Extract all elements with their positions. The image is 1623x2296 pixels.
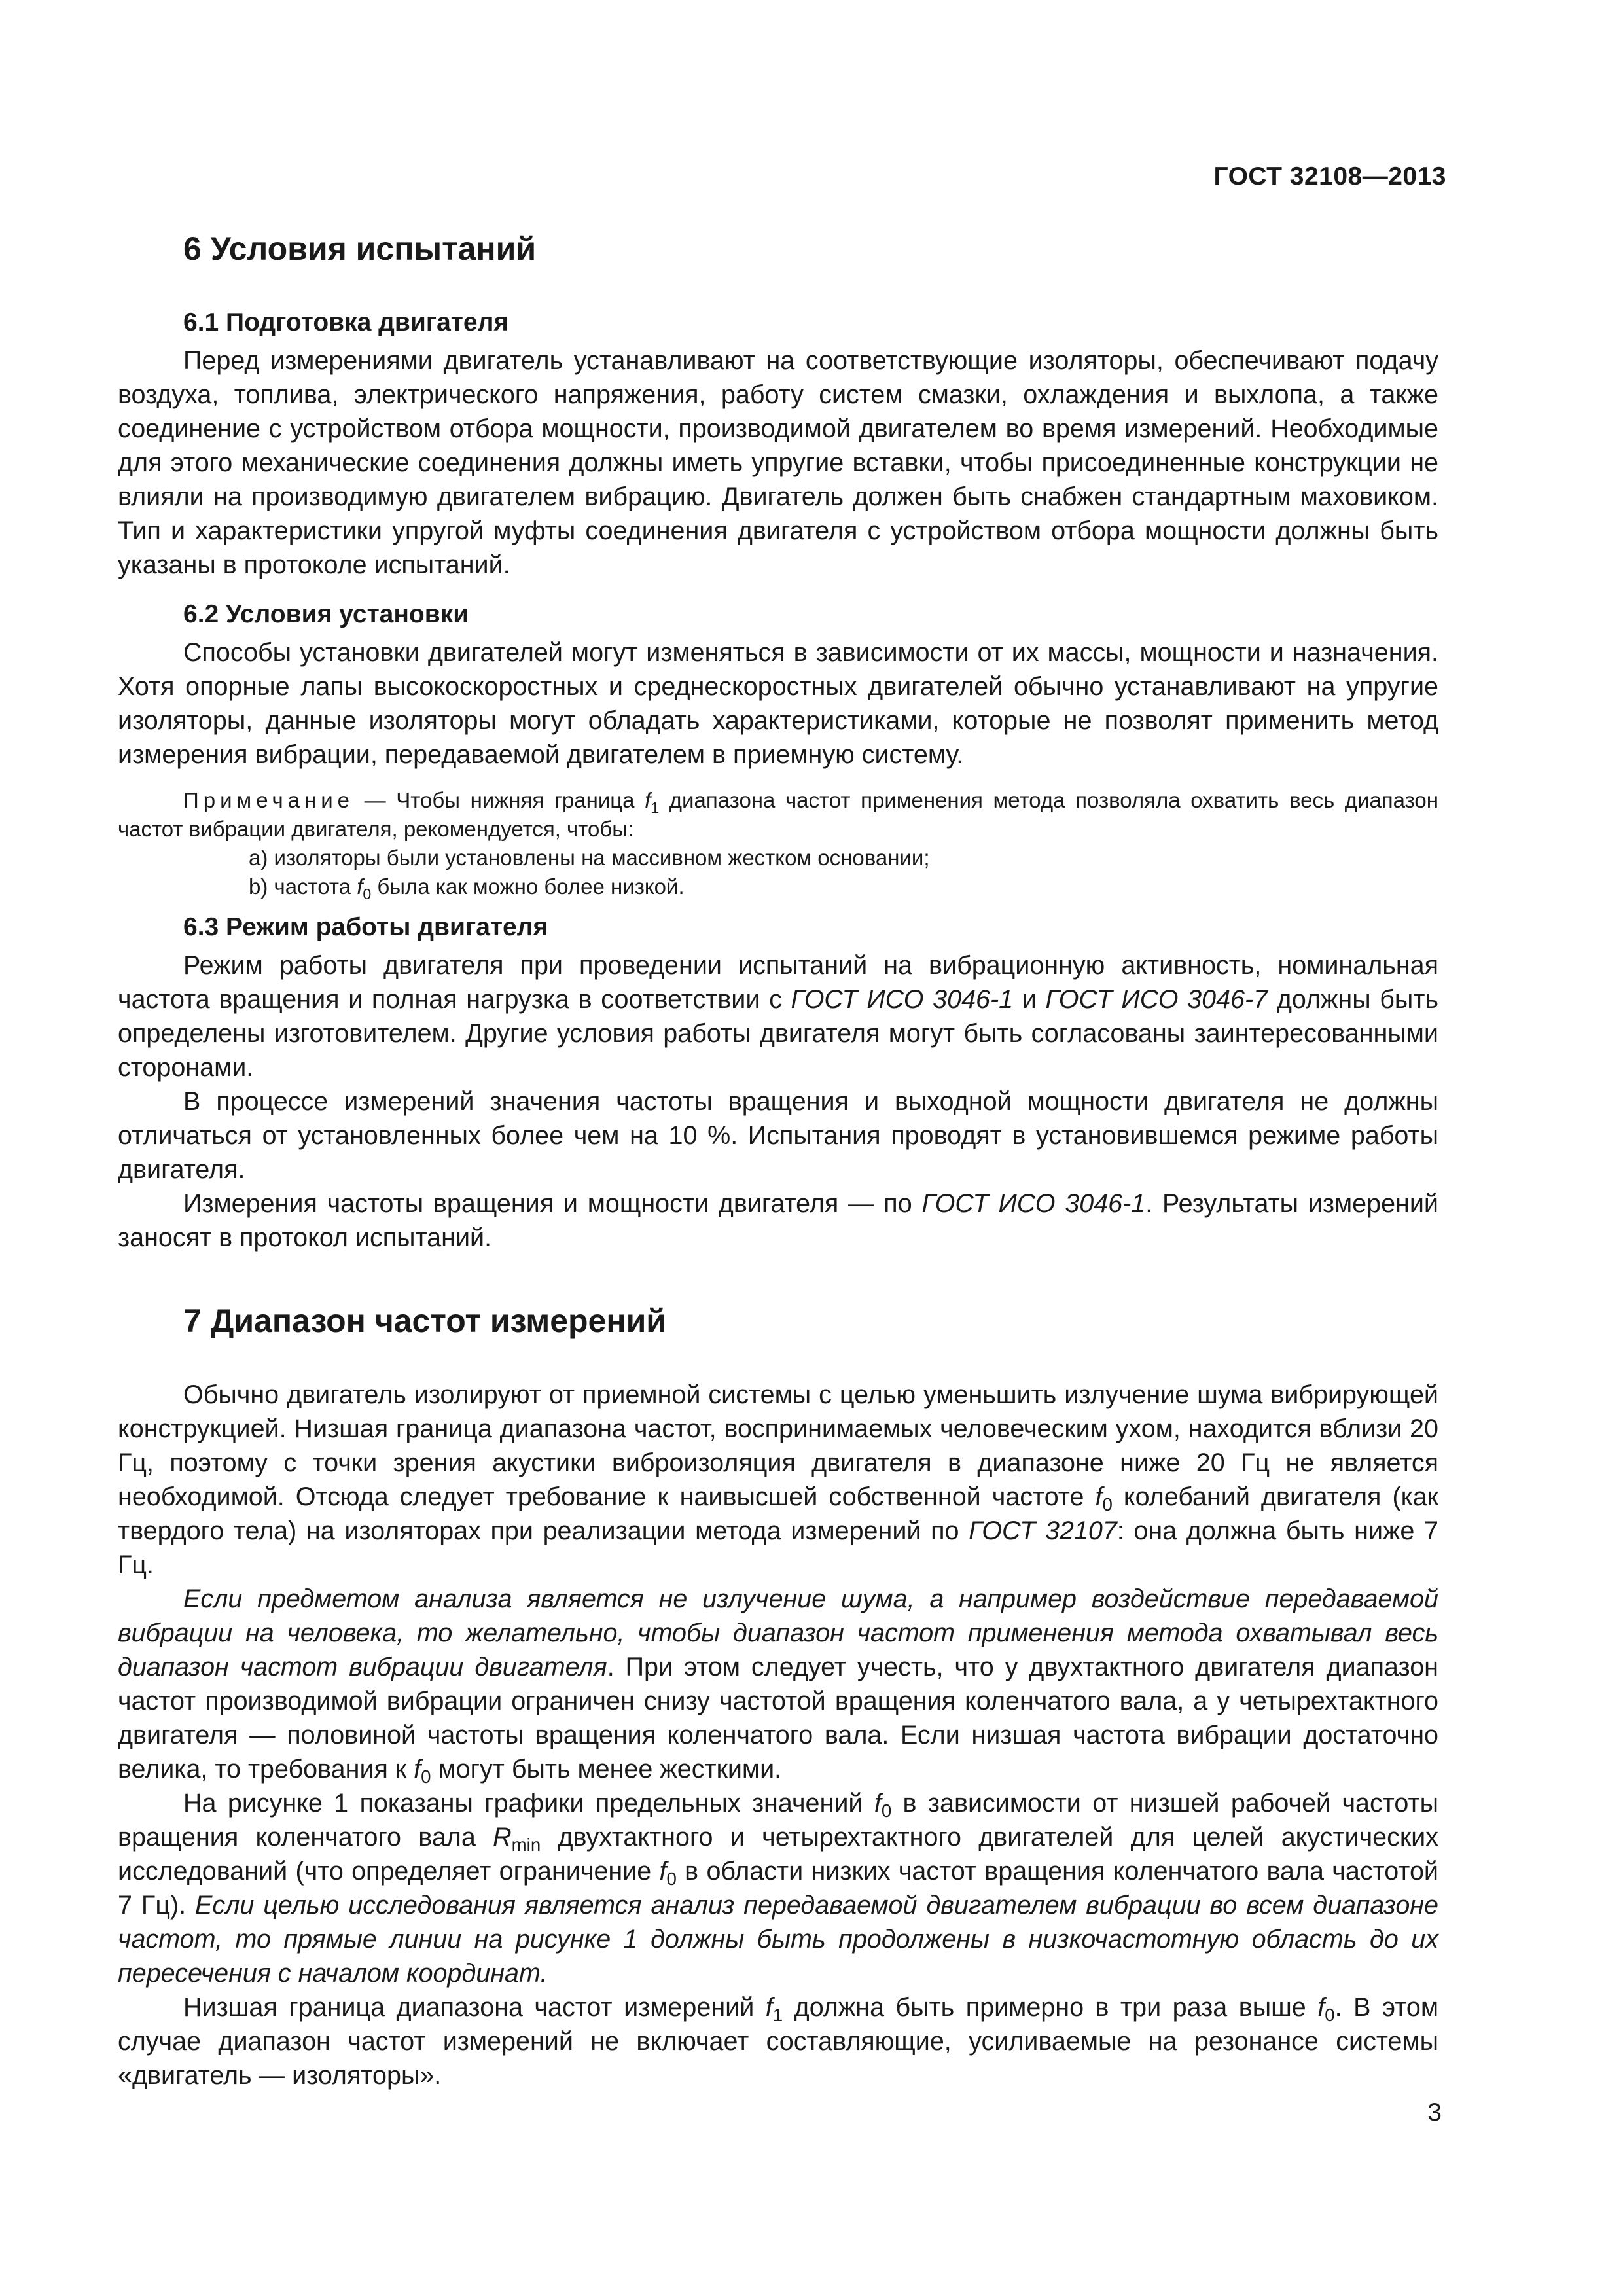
section-6-title: 6 Условия испытаний <box>183 230 537 267</box>
section-6-3-paragraph-1: Режим работы двигателя при проведении испытаний на вибрационную активность, номинальная частота вращения и полная нагрузка в соответствии с ГОСТ ИСО 3046-1 и ГОСТ ИСО 3046-7 должны быть определены изготовителем. Другие условия работы двигателя могут быть согласованы заинтересованными сторонами. <box>118 951 1438 1082</box>
reference-link: ГОСТ 32107 <box>969 1516 1117 1545</box>
reference-link: ГОСТ ИСО 3046-1 <box>921 1189 1146 1218</box>
section-6-2-title: 6.2 Условия установки <box>183 600 469 628</box>
section-6-1-paragraph: Перед измерениями двигатель устанавливают на соответствующие изоляторы, обеспечивают подачу воздуха, топлива, электрического напряжения, работу систем смазки, охлаждения и выхлопа, а также соединение с устройством отбора мощности, производимой двигателем во время измерений. Необходимые для этого механические соединения должны иметь упругие вставки, чтобы присоединенные конструкции не влияли на производимую двигателем вибрацию. Двигатель должен быть снабжен стандартным маховиком. Тип и характеристики упругой муфты соединения двигателя с устройством отбора мощности должны быть указаны в протоколе испытаний. <box>118 346 1438 579</box>
reference-link: ГОСТ ИСО 3046-7 <box>1045 985 1268 1014</box>
section-7-paragraph-4: Низшая граница диапазона частот измерений $f_1$ должна быть примерно в три раза выше $f_0$. В этом случае диапазон частот измерений не включает составляющие, усиливаемые на резонансе системы «двигатель — изоляторы». <box>118 1993 1438 2090</box>
section-6-2-note: Примечание — Чтобы нижняя граница $f_1$ диапазона частот применения метода позволяла охватить весь диапазон частот вибрации двигателя, рекомендуется, чтобы: <box>118 788 1438 841</box>
note-item-b: b) частота $f_0$ была как можно более низкой. <box>249 874 685 903</box>
page-content <box>118 226 1438 2092</box>
section-6-2-paragraph: Способы установки двигателей могут изменяться в зависимости от их массы, мощности и назначения. Хотя опорные лапы высокоскоростных и среднескоростных двигателей обычно устанавливают на упругие изоляторы, данные изоляторы могут обладать характеристиками, которые не позволят применить метод измерения вибрации, передаваемой двигателем в приемную систему. <box>118 638 1438 769</box>
section-6-1-title: 6.1 Подготовка двигателя <box>183 308 509 336</box>
section-6-3-title: 6.3 Режим работы двигателя <box>183 913 548 941</box>
section-6-3-paragraph-3: Измерения частоты вращения и мощности двигателя — по ГОСТ ИСО 3046-1. Результаты измерений заносят в протокол испытаний. <box>118 1189 1439 1252</box>
section-7-title: 7 Диапазон частот измерений <box>183 1302 667 1339</box>
page-number: 3 <box>1427 2098 1442 2126</box>
document-header: ГОСТ 32108—2013 <box>1213 162 1446 190</box>
reference-link: ГОСТ ИСО 3046-1 <box>791 985 1014 1014</box>
section-7-paragraph-2: Если предметом анализа является не излучение шума, а например воздействие передаваемой вибрации на человека, то желательно, чтобы диапазон частот применения метода охватывал весь диапазон частот вибрации двигателя. При этом следует учесть, что у двухтактного двигателя диапазон частот производимой вибрации ограничен снизу частотой вращения коленчатого вала, а у четырехтактного двигателя — половиной частоты вращения коленчатого вала. Если низшая частота вибрации достаточно велика, то требования к $f_0$ могут быть менее жесткими. <box>118 1585 1438 1787</box>
note-label: Примечание <box>183 788 355 812</box>
section-7-paragraph-3: На рисунке 1 показаны графики предельных значений $f_0$ в зависимости от низшей рабочей частоты вращения коленчатого вала $R_{min}$ двухтактного и четырехтактного двигателей для целей акустических исследований (что определяет ограничение $f_0$ в области низких частот вращения коленчатого вала частотой 7 Гц). Если целью исследования является анализ передаваемой двигателем вибрации во всем диапазоне частот, то прямые линии на рисунке 1 должны быть продолжены в низкочастотную область до их пересечения с началом координат. <box>118 1789 1439 1988</box>
section-7-paragraph-1: Обычно двигатель изолируют от приемной системы с целью уменьшить излучение шума вибрирующей конструкцией. Низшая граница диапазона частот, воспринимаемых человеческим ухом, находится вблизи 20 Гц, поэтому с точки зрения акустики виброизоляция двигателя в диапазоне ниже 20 Гц не является необходимой. Отсюда следует требование к наивысшей собственной частоте $f_0$ колебаний двигателя (как твердого тела) на изоляторах при реализации метода измерений по ГОСТ 32107: она должна быть ниже 7 Гц. <box>118 1380 1438 1579</box>
section-6-3-paragraph-2: В процессе измерений значения частоты вращения и выходной мощности двигателя не должны отличаться от установленных более чем на 10 %. Испытания проводят в установившемся режиме работы двигателя. <box>118 1087 1438 1184</box>
note-item-a: а) изоляторы были установлены на массивном жестком основании; <box>249 846 930 870</box>
